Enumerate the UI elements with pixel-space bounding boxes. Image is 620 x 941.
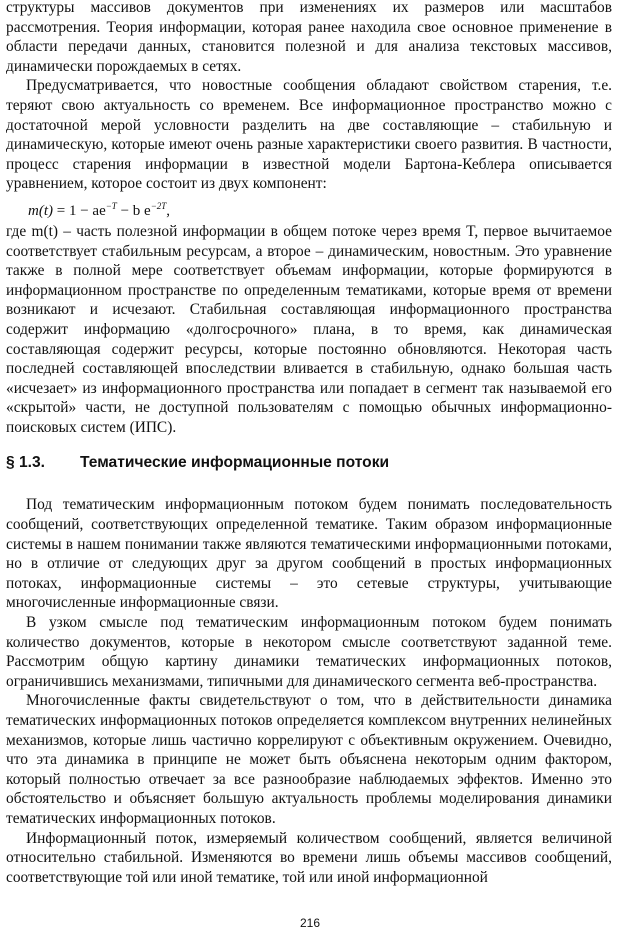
section-title: Тематические информационные потоки bbox=[80, 454, 390, 472]
paragraph-information-flow: Информационный поток, измеряемый количеством сообщений, является величиной относительно стабильной. Изменяются во времени лишь объемы массивов сообщений, соответствующие той или иной тематике, той или иной информационной bbox=[6, 829, 612, 886]
paragraph-continuation: структуры массивов документов при изменениях их размеров или масштабов рассмотрения. Теория информации, которая ранее находила свое основное применение в области передачи данных, становится полезной и для анализа текстовых массивов, динамически порождаемых в сетях. bbox=[6, 0, 612, 75]
formula-rhs-start: = 1 − ae bbox=[56, 202, 106, 219]
barton-kebler-formula bbox=[28, 195, 612, 222]
paragraph-definition: Под тематическим информационным потоком будем понимать последовательность сообщений, соответствующих определенной тематике. Таким образом информационные системы в нашем понимании также являются тематическими информационными потоками, но в отличие от следующих друг за другом сообщений в простых информационных потоках, информационные системы – это сетевые структуры, учитывающие многочисленные информационные связи. bbox=[6, 496, 612, 612]
formula-exponent-1: −T bbox=[105, 200, 117, 211]
formula-tail: , bbox=[166, 202, 171, 219]
formula-lhs: m(t) bbox=[28, 202, 53, 219]
paragraph-nonlinear-dynamics: Многочисленные факты свидетельствуют о том, что в действительности динамика тематических информационных потоков определяется комплексом внутренних нелинейных механизмов, которые лишь частично коррелируют с объективным окружением. Очевидно, что эта динамика в принципе не может быть объяснена некоторым одним фактором, который полностью отвечает за все разнообразие наблюдаемых эффектов. Именно это обстоятельство и объясняет большую актуальность проблемы моделирования динамики тематических информационных потоков. bbox=[6, 692, 612, 827]
formula-exponent-2: −2T bbox=[150, 200, 167, 211]
paragraph-narrow-sense: В узком смысле под тематическим информационным потоком будем понимать количество документов, которые в некотором смысле соответствуют заданной теме. Рассмотрим общую картину динамики тематических информационных потоков, ограничившись механизмами, типичными для динамического сегмента веб-пространства. bbox=[6, 614, 612, 690]
paragraph-aging: Предусматривается, что новостные сообщения обладают свойством старения, т.е. теряют свою актуальность со временем. Все информационное пространство можно с достаточной мерой условности разделить на две составляющие – стабильную и динамическую, которые имеют очень разные характеристики своего развития. В частности, процесс старения информации в известной модели Бартона-Кеблера описывается уравнением, которое состоит из двух компонент: bbox=[6, 77, 612, 193]
section-heading bbox=[6, 453, 612, 473]
section-number: § 1.3. bbox=[6, 454, 46, 472]
formula-rhs-mid: − b e bbox=[116, 202, 151, 219]
page-number: 216 bbox=[299, 916, 321, 930]
paragraph-formula-explanation: где m(t) – часть полезной информации в общем потоке через время T, первое вычитаемое соответствует стабильным ресурсам, а второе – динамическим, новостным. Это уравнение также в полной мере соответствует объемам информации, которые формируются в информационном пространстве по определенным тематиками, которые время от времени возникают и исчезают. Стабильная составляющая информационного пространства содержит информацию «долгосрочного» плана, в то время, как динамическая составляющая содержит ресурсы, которые постоянно обновляются. Некоторая часть последней составляющей впоследствии вливается в стабильную, однако большая часть «исчезает» из информационного пространства или попадает в сегмент так называемой его «скрытой» части, не доступной пользователям с помощью обычных информационно-поисковых систем (ИПС). bbox=[6, 222, 612, 436]
